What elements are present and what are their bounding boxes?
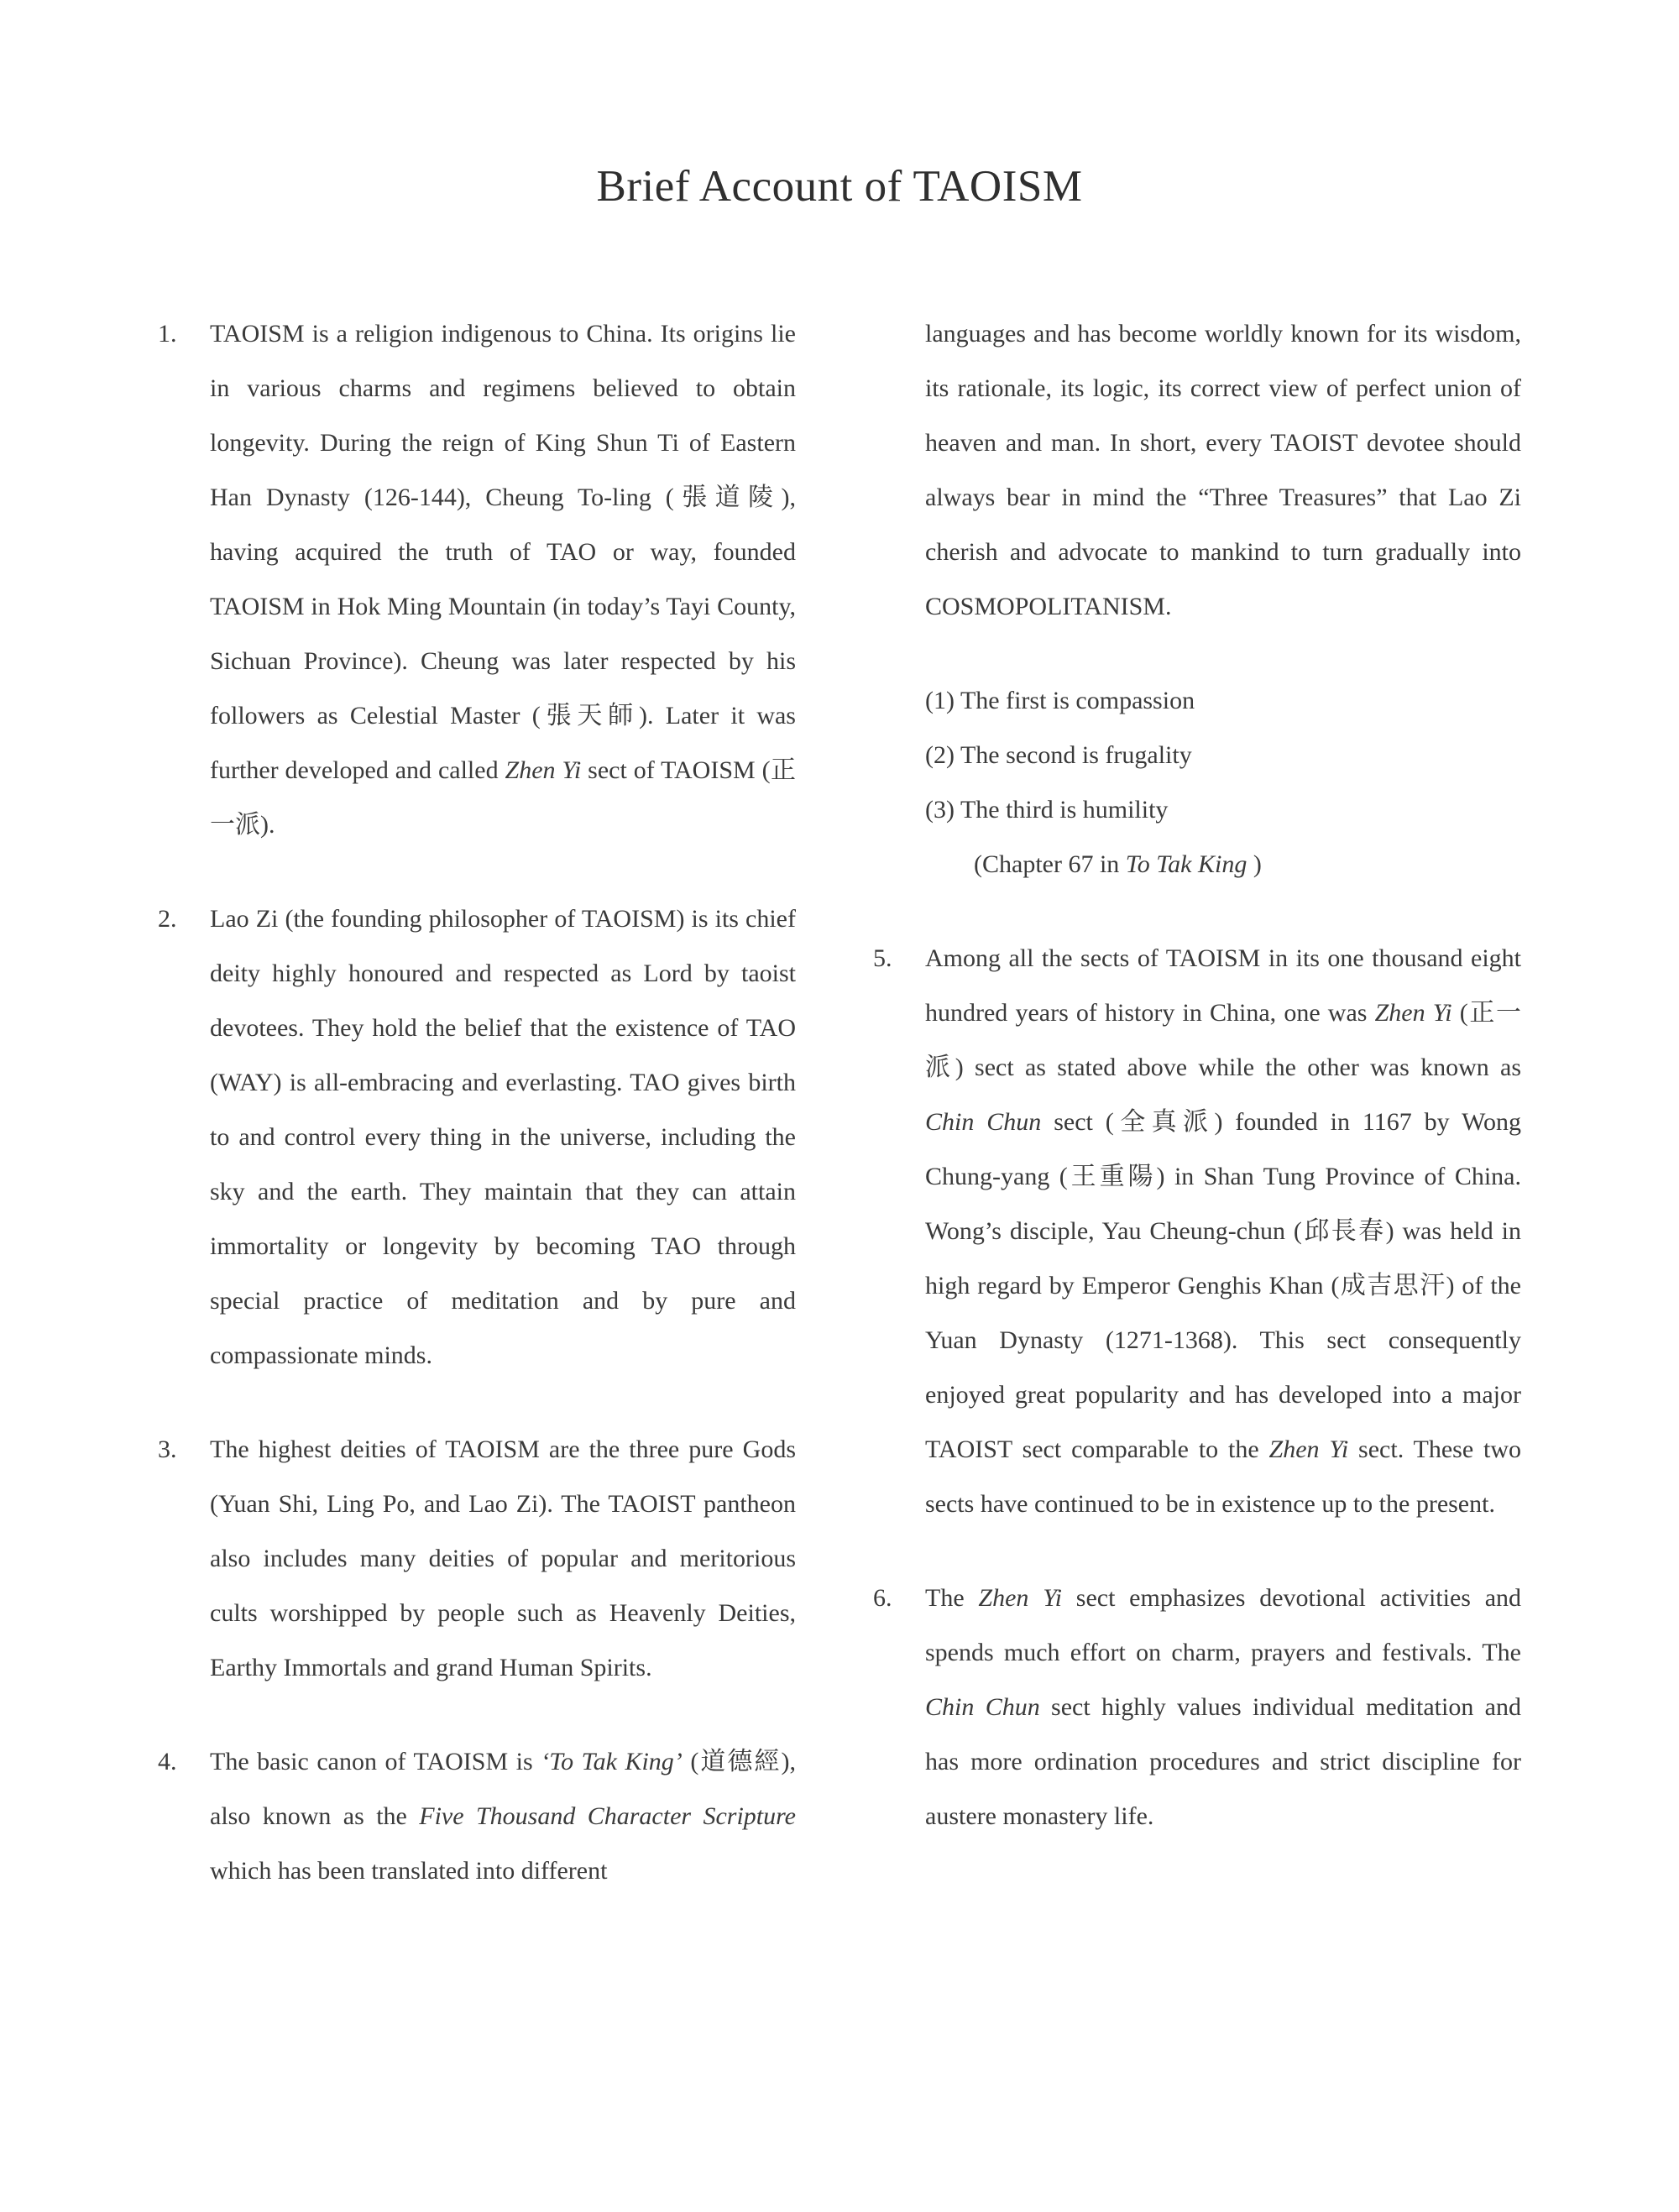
item-text: TAOISM is a religion indigenous to China. Its origins lie in various charms and regimens believed to obtain longevity. During the reign of King Shun Ti of Eastern Han Dynasty (126-144), Cheung To-ling (張道陵), having acquired the truth of TAO or way, founded TAOISM in Hok Ming Mountain (in today’s Tayi County, Sichuan Province). Cheung was later respected by his followers as Celestial Master (張天師). Later it was further developed and called Zhen Yi sect of TAOISM (正一派). — [210, 320, 797, 839]
item-text: The Zhen Yi sect emphasizes devotional activities and spends much effort on charm, prayers and festivals. The Chin Chun sect highly values individual meditation and has more ordination procedures and strict discipline for austere monastery life. — [925, 1584, 1522, 1830]
right-column — [873, 306, 1521, 1883]
item-text: Among all the sects of TAOISM in its one thousand eight hundred years of history in China, one was Zhen Yi (正一派) sect as stated above while the other was known as Chin Chun sect (全真派) founded in 1167 by Wong Chung-yang (王重陽) in Shan Tung Province of China. Wong’s disciple, Yau Cheung-chun (邱長春) was held in high regard by Emperor Genghis Khan (成吉思汗) of the Yuan Dynasty (1271-1368). This sect consequently enjoyed great popularity and has developed into a major TAOIST sect comparable to the Zhen Yi sect. These two sects have continued to be in existence up to the present. — [925, 944, 1522, 1518]
chapter-reference: (Chapter 67 in To Tak King ) — [974, 850, 1262, 878]
item-text: The highest deities of TAOISM are the three pure Gods (Yuan Shi, Ling Po, and Lao Zi). The TAOIST pantheon also includes many deities of popular and meritorious cults worshipped by people such as Heavenly Deities, Earthy Immortals and grand Human Spirits. — [210, 1435, 796, 1681]
item-number: 6. — [873, 1584, 892, 1612]
list-item-5 — [873, 931, 1521, 1531]
list-item-3 — [158, 1422, 796, 1695]
treasure-line: (1) The first is compassion — [925, 687, 1195, 714]
item-number: 1. — [158, 320, 177, 348]
item-4-continuation: languages and has become worldly known for its wisdom, its rationale, its logic, its correct view of perfect union of heaven and man. In short, every TAOIST devotee should always bear in mind the “Three Treasures” that Lao Zi cherish and advocate to mankind to turn gradually into COSMOPOLITANISM. — [925, 320, 1521, 620]
page-title: Brief Account of TAOISM — [596, 162, 1083, 211]
treasure-line: (3) The third is humility — [925, 796, 1169, 824]
item-text: The basic canon of TAOISM is ‘To Tak King’ (道德經), also known as the Five Thousand Character Scripture which has been translated into different — [210, 1748, 796, 1885]
three-treasures-list — [873, 673, 1521, 892]
left-column — [158, 306, 796, 1937]
list-item-4 — [158, 1734, 796, 1898]
list-item-6 — [873, 1571, 1521, 1843]
list-item-1 — [158, 306, 796, 852]
item-number: 5. — [873, 944, 892, 972]
item-number: 4. — [158, 1748, 177, 1775]
item-number: 2. — [158, 905, 177, 933]
item-number: 3. — [158, 1435, 177, 1463]
item-text: Lao Zi (the founding philosopher of TAOISM) is its chief deity highly honoured and respected as Lord by taoist devotees. They hold the belief that the existence of TAO (WAY) is all-embracing and everlasting. TAO gives birth to and control every thing in the universe, including the sky and the earth. They maintain that they can attain immortality or longevity by becoming TAO through special practice of meditation and by pure and compassionate minds. — [210, 905, 796, 1369]
treasure-line: (2) The second is frugality — [925, 741, 1192, 769]
list-item-2 — [158, 892, 796, 1383]
